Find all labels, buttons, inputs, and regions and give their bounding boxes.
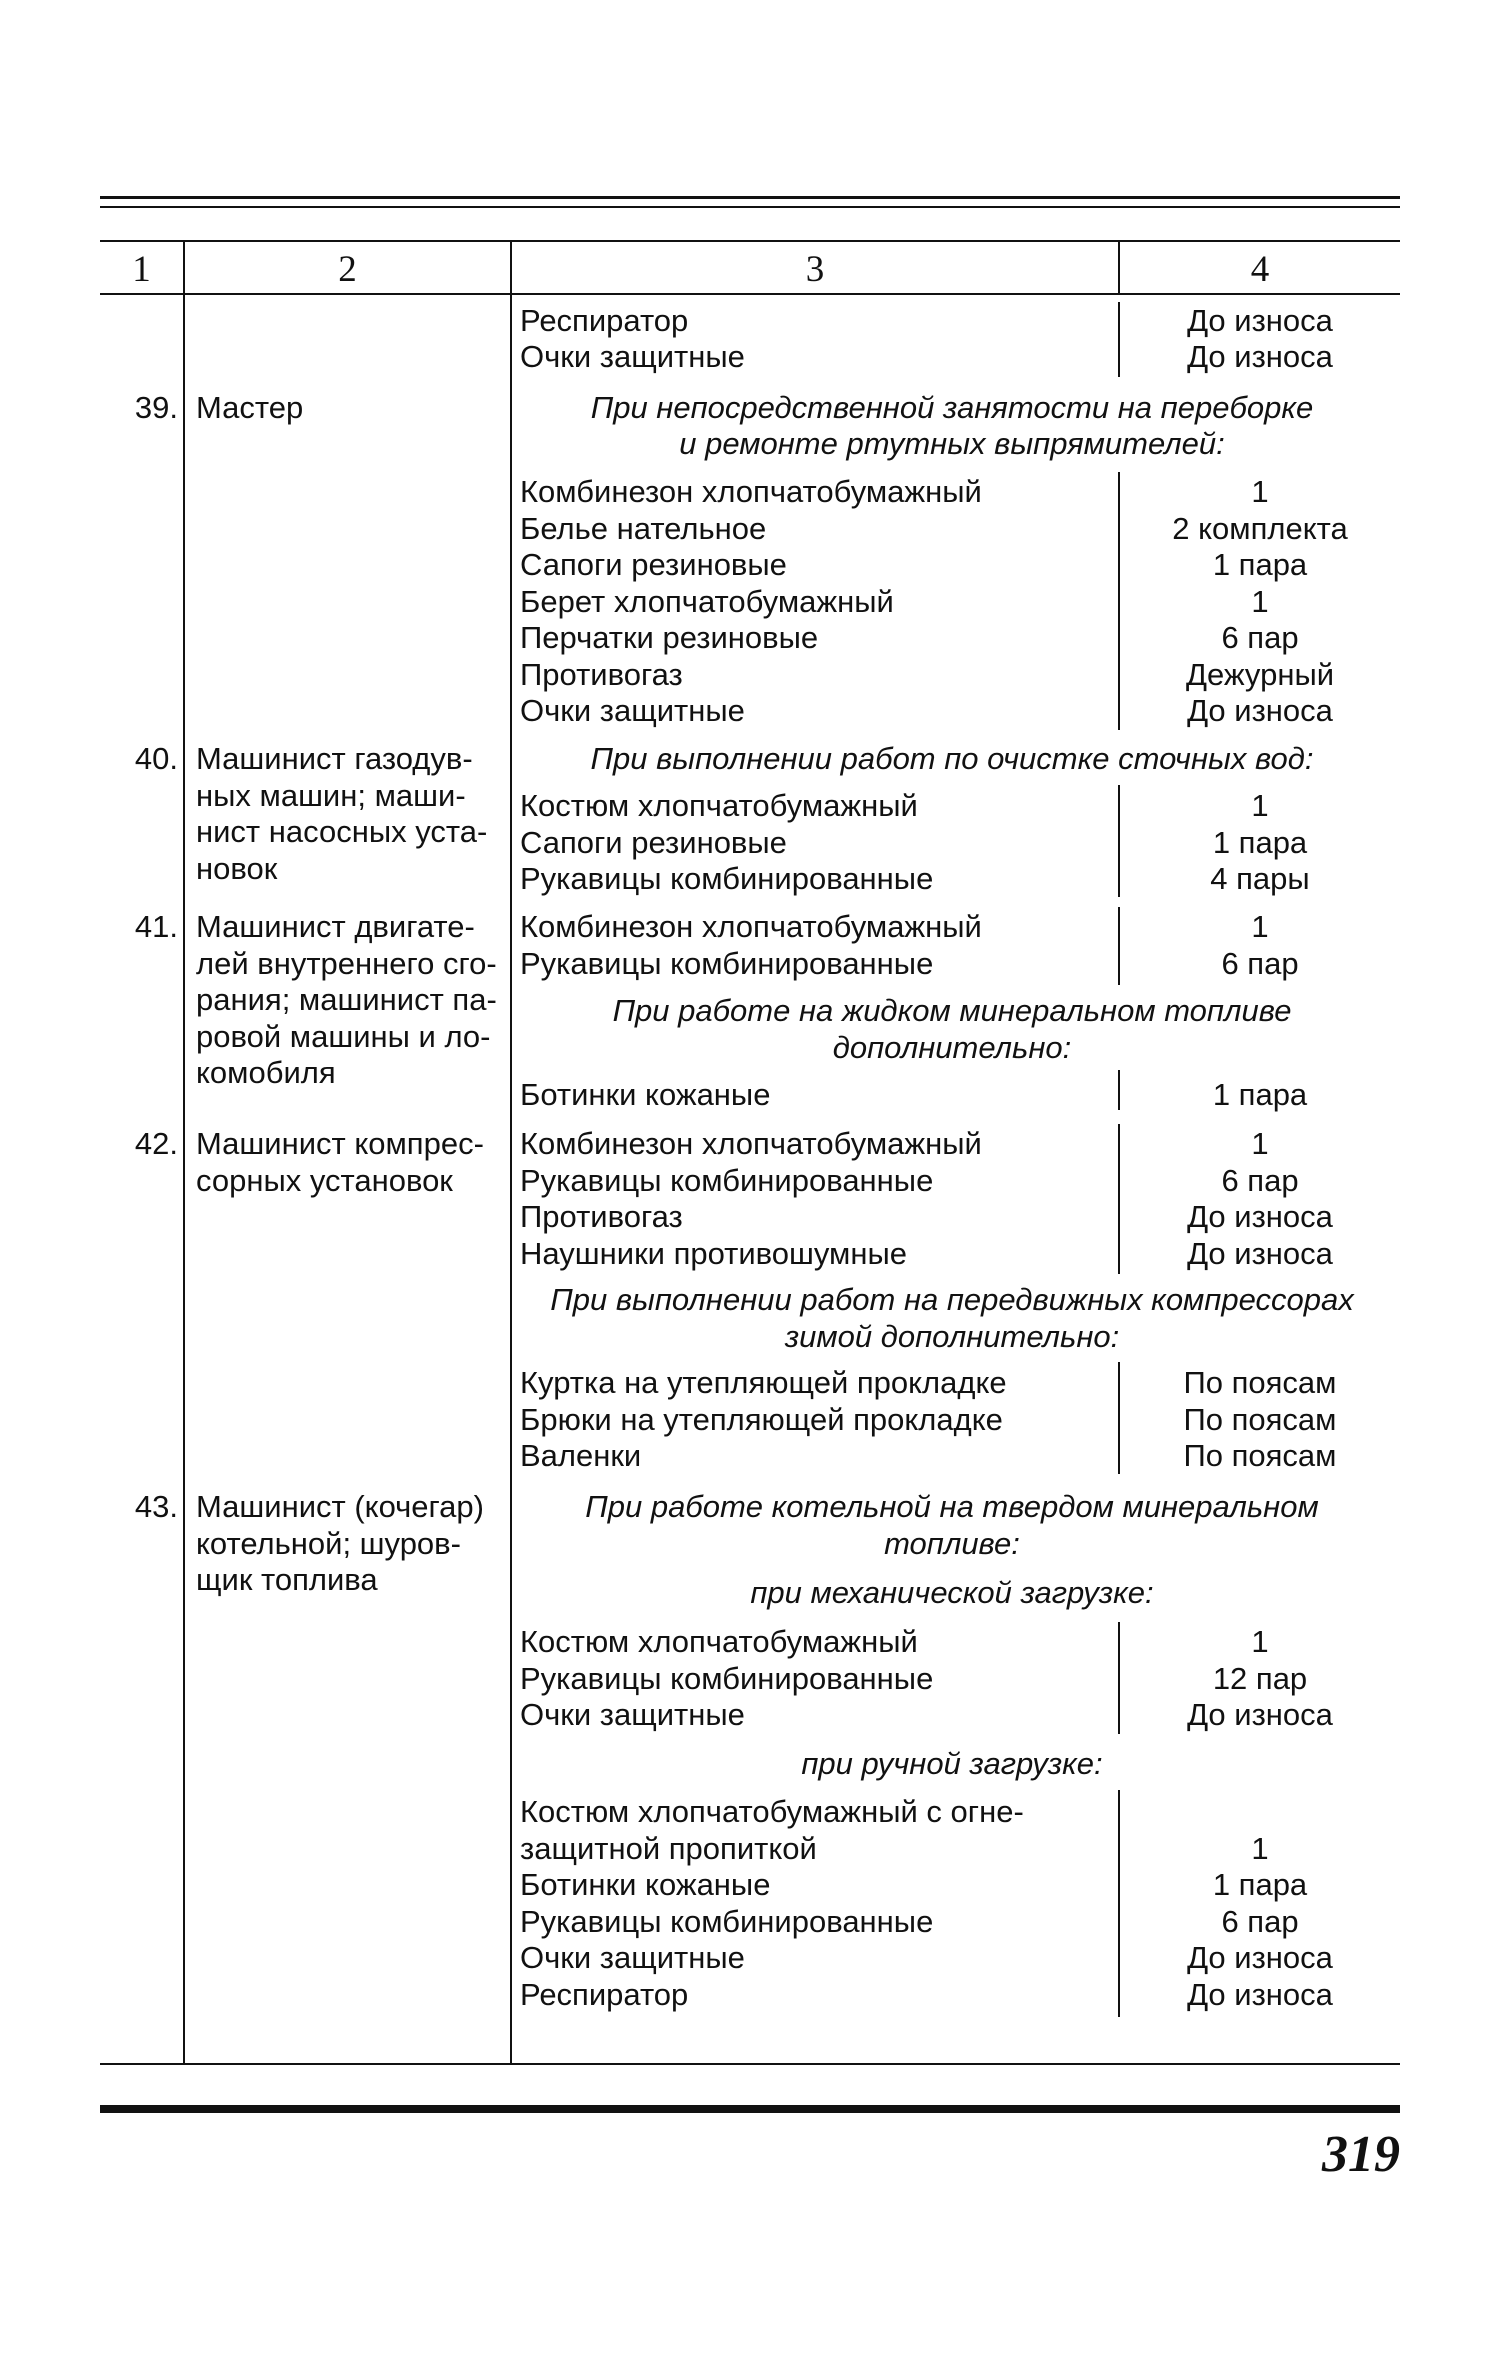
top-rule-1 [100, 196, 1400, 199]
item-name: Очки защитные [520, 693, 745, 728]
item-qty: 1 [1251, 1126, 1269, 1161]
profession-name: ровой машины и ло- [196, 1018, 491, 1054]
item-name: Противогаз [520, 656, 683, 692]
item-name: Рукавицы комбинированные [520, 945, 934, 981]
item-name: Ботинки кожаные [520, 1867, 771, 1902]
item-qty: До износа [1187, 693, 1333, 728]
item-name: Брюки на утепляющей прокладке [520, 1401, 1003, 1437]
row-number: 40. [134, 741, 178, 776]
item-name: Валенки [520, 1438, 642, 1473]
item-name: Наушники противошумные [520, 1235, 908, 1271]
section-heading: и ремонте ртутных выпрямителей: [679, 426, 1225, 461]
item-name: Сапоги резиновые [520, 824, 787, 860]
profession-name: Мастер [196, 390, 304, 425]
profession-name: нист насосных уста- [196, 814, 488, 849]
item-name: Комбинезон хлопчатобумажный [520, 474, 982, 509]
item-name: Комбинезон хлопчатобумажный [520, 909, 982, 944]
item-qty: 12 пар [1212, 1660, 1308, 1696]
item-qty: До износа [1187, 1976, 1333, 2012]
item-qty: До износа [1187, 1697, 1333, 1732]
item-qty: 1 [1251, 474, 1269, 509]
section-heading: топливе: [884, 1525, 1020, 1561]
profession-name: сорных установок [196, 1162, 453, 1198]
item-name: Рукавицы комбинированные [520, 1162, 934, 1198]
item-qty: 6 пар [1221, 620, 1299, 655]
profession-name: лей внутреннего сго- [196, 945, 497, 981]
col-divider-2 [510, 240, 512, 2065]
table-bottom-line [100, 2063, 1400, 2065]
profession-name: ных машин; маши- [196, 777, 466, 813]
item-qty: До износа [1187, 1235, 1333, 1271]
item-name: Противогаз [520, 1199, 683, 1234]
item-name: Куртка на утепляющей прокладке [520, 1365, 1007, 1400]
item-name: Рукавицы комбинированные [520, 1903, 934, 1939]
item-qty: 1 [1251, 1830, 1269, 1866]
section-heading: При выполнении работ по очистке сточных вод: [590, 741, 1314, 776]
item-qty: 6 пар [1221, 1903, 1299, 1939]
item-qty: 1 пара [1212, 824, 1308, 860]
header-bottom-line [100, 293, 1400, 295]
item-qty: 1 пара [1212, 1867, 1308, 1902]
item-name: Респиратор [520, 1976, 689, 2012]
header-top-line [100, 240, 1400, 242]
col-divider-1 [183, 240, 185, 2065]
item-qty: 1 [1251, 1624, 1269, 1659]
item-name: Ботинки кожаные [520, 1077, 771, 1112]
item-name: защитной пропиткой [520, 1830, 817, 1866]
item-qty: По поясам [1183, 1365, 1337, 1400]
item-name: Очки защитные [520, 1940, 745, 1975]
item-name: Очки защитные [520, 1697, 745, 1732]
page-number: 319 [1322, 2126, 1400, 2183]
row-number: 39. [134, 390, 178, 425]
header-col-2: 2 [338, 249, 357, 290]
item-qty: 6 пар [1221, 945, 1299, 981]
profession-name: комобиля [196, 1055, 336, 1090]
row-number: 42. [134, 1126, 178, 1161]
item-name: Рукавицы комбинированные [520, 1660, 934, 1696]
profession-name: новок [196, 850, 278, 886]
section-subheading: при механической загрузке: [750, 1575, 1154, 1610]
header-col-4: 4 [1250, 249, 1270, 290]
item-qty: 4 пары [1210, 861, 1310, 896]
row-number: 43. [134, 1489, 178, 1524]
item-name: Рукавицы комбинированные [520, 861, 934, 896]
item-name: Сапоги резиновые [520, 547, 787, 582]
item-qty: До износа [1187, 1199, 1333, 1234]
footer-thick-rule [100, 2105, 1400, 2113]
item-qty: По поясам [1183, 1438, 1337, 1473]
item-name: Комбинезон хлопчатобумажный [520, 1126, 982, 1161]
item-qty: 1 [1251, 583, 1269, 619]
profession-name: Машинист газодув- [196, 741, 473, 776]
item-qty: 1 пара [1212, 547, 1308, 582]
row-number: 41. [134, 909, 178, 944]
item-qty: По поясам [1183, 1401, 1337, 1437]
item-name: Респиратор [520, 303, 689, 338]
profession-name: Машинист двигате- [196, 909, 475, 944]
item-qty: До износа [1187, 339, 1333, 374]
section-heading: дополнительно: [832, 1029, 1072, 1065]
item-qty: 1 [1251, 788, 1269, 823]
top-rule-2 [100, 206, 1400, 208]
item-name: Белье нательное [520, 510, 767, 546]
header-col-3: 3 [805, 249, 825, 290]
item-qty: Дежурный [1185, 656, 1335, 692]
item-name: Очки защитные [520, 339, 745, 374]
item-qty: 6 пар [1221, 1162, 1299, 1198]
section-heading: зимой дополнительно: [784, 1318, 1120, 1354]
section-heading: При непосредственной занятости на переборке [590, 390, 1314, 425]
item-qty: До износа [1187, 1940, 1333, 1975]
item-qty: До износа [1187, 303, 1333, 338]
item-name: Костюм хлопчатобумажный [520, 788, 918, 823]
profession-name: Машинист (кочегар) [196, 1489, 484, 1524]
item-qty: 1 [1251, 909, 1269, 944]
profession-name: рания; машинист па- [196, 982, 497, 1017]
item-name: Перчатки резиновые [520, 620, 819, 655]
section-subheading: при ручной загрузке: [801, 1746, 1103, 1781]
profession-name: котельной; шуров- [196, 1525, 461, 1561]
section-heading: При выполнении работ на передвижных компрессорах [550, 1282, 1354, 1317]
item-name: Костюм хлопчатобумажный с огне- [520, 1794, 1024, 1829]
profession-name: Машинист компрес- [196, 1126, 484, 1161]
header-col-1: 1 [132, 249, 151, 290]
item-qty: 2 комплекта [1172, 510, 1348, 546]
section-heading: При работе котельной на твердом минеральном [585, 1489, 1319, 1524]
item-qty: 1 пара [1212, 1077, 1308, 1112]
section-heading: При работе на жидком минеральном топливе [612, 993, 1292, 1028]
item-name: Берет хлопчатобумажный [520, 583, 894, 619]
profession-name: щик топлива [196, 1562, 378, 1597]
item-name: Костюм хлопчатобумажный [520, 1624, 918, 1659]
